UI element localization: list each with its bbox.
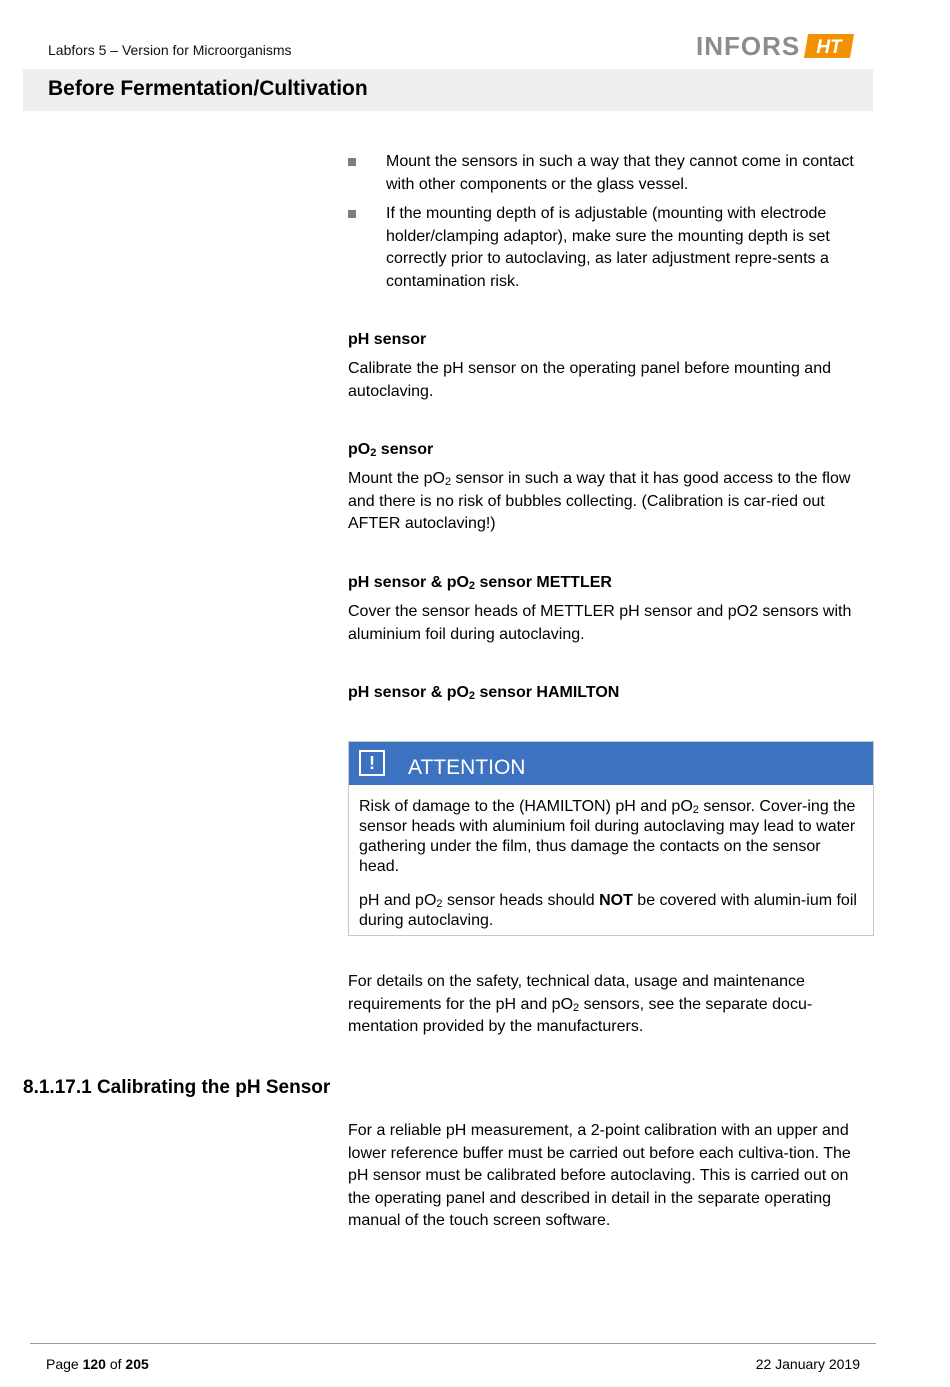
infors-ht-logo — [696, 30, 854, 62]
mettler-text: Cover the sensor heads of METTLER pH sensor and pO2 sensors with aluminium foil during autoclaving. — [348, 603, 852, 643]
section-title-bar — [23, 69, 873, 111]
attention-header — [349, 742, 873, 785]
document-title: Labfors 5 – Version for Microorganisms — [48, 42, 292, 58]
footer-date: 22 January 2019 — [755, 1356, 860, 1372]
attention-paragraph: pH and $pO_2$ sensor heads should NOT be covered with alumin-ium foil during autoclaving. — [359, 892, 857, 929]
bullet-text: If the mounting depth of is adjustable (mounting with electrode holder/clamping adaptor), make sure the mounting depth is set correctly prior to autoclaving, as later adjustment repre-sents a contamination risk. — [386, 205, 830, 290]
details-text: For details on the safety, technical data, usage and maintenance requirements for the pH and $pO_2$ sensors, see the separate docu-mentation provided by the manufacturers. — [348, 973, 813, 1035]
po2-sensor-text: Mount the $pO_2$ sensor in such a way that it has good access to the flow and there is no risk of bubbles collecting. (Calibration is car-ried out AFTER autoclaving!) — [348, 470, 851, 532]
ph-sensor-text: Calibrate the pH sensor on the operating panel before mounting and autoclaving. — [348, 360, 831, 400]
section-title: Before Fermentation/Cultivation — [48, 77, 368, 100]
bullet-square-icon — [348, 210, 356, 218]
footer-divider — [30, 1343, 876, 1344]
bullet-item — [348, 151, 873, 196]
attention-body — [349, 785, 873, 931]
logo-ht-badge-icon — [804, 34, 854, 58]
attention-paragraph: Risk of damage to the (HAMILTON) pH and $pO_2$ sensor. Cover-ing the sensor heads with aluminium foil during autoclaving may lead to water gathering under the film, thus damage the contacts on the sensor head. — [359, 798, 856, 875]
bullet-text: Mount the sensors in such a way that they cannot come in contact with other components or the glass vessel. — [386, 153, 854, 193]
bullet-item — [348, 203, 873, 293]
mettler-heading: pH sensor & $pO_2$ sensor METTLER — [348, 574, 612, 592]
exclamation-icon: ! — [359, 750, 385, 776]
logo-text: INFORS — [696, 30, 801, 61]
hamilton-heading: pH sensor & $pO_2$ sensor HAMILTON — [348, 684, 620, 702]
page-number: Page 120 of 205 — [46, 1356, 149, 1372]
calibrating-text: For a reliable pH measurement, a 2-point calibration with an upper and lower reference buffer must be carried out before each cultiva-tion. The pH sensor must be calibrated before autoclaving. This is carried out on the operating panel and described in detail in the separate operating manual of the touch screen software. — [348, 1122, 851, 1229]
calibrating-heading: 8.1.17.1 Calibrating the pH Sensor — [23, 1077, 331, 1098]
attention-label: ATTENTION — [408, 756, 526, 779]
ph-sensor-heading: pH sensor — [348, 331, 427, 348]
bullet-square-icon — [348, 158, 356, 166]
attention-box — [348, 741, 874, 936]
po2-sensor-heading: $pO_2$ sensor — [348, 441, 434, 459]
logo-badge-text: HT — [816, 37, 842, 58]
